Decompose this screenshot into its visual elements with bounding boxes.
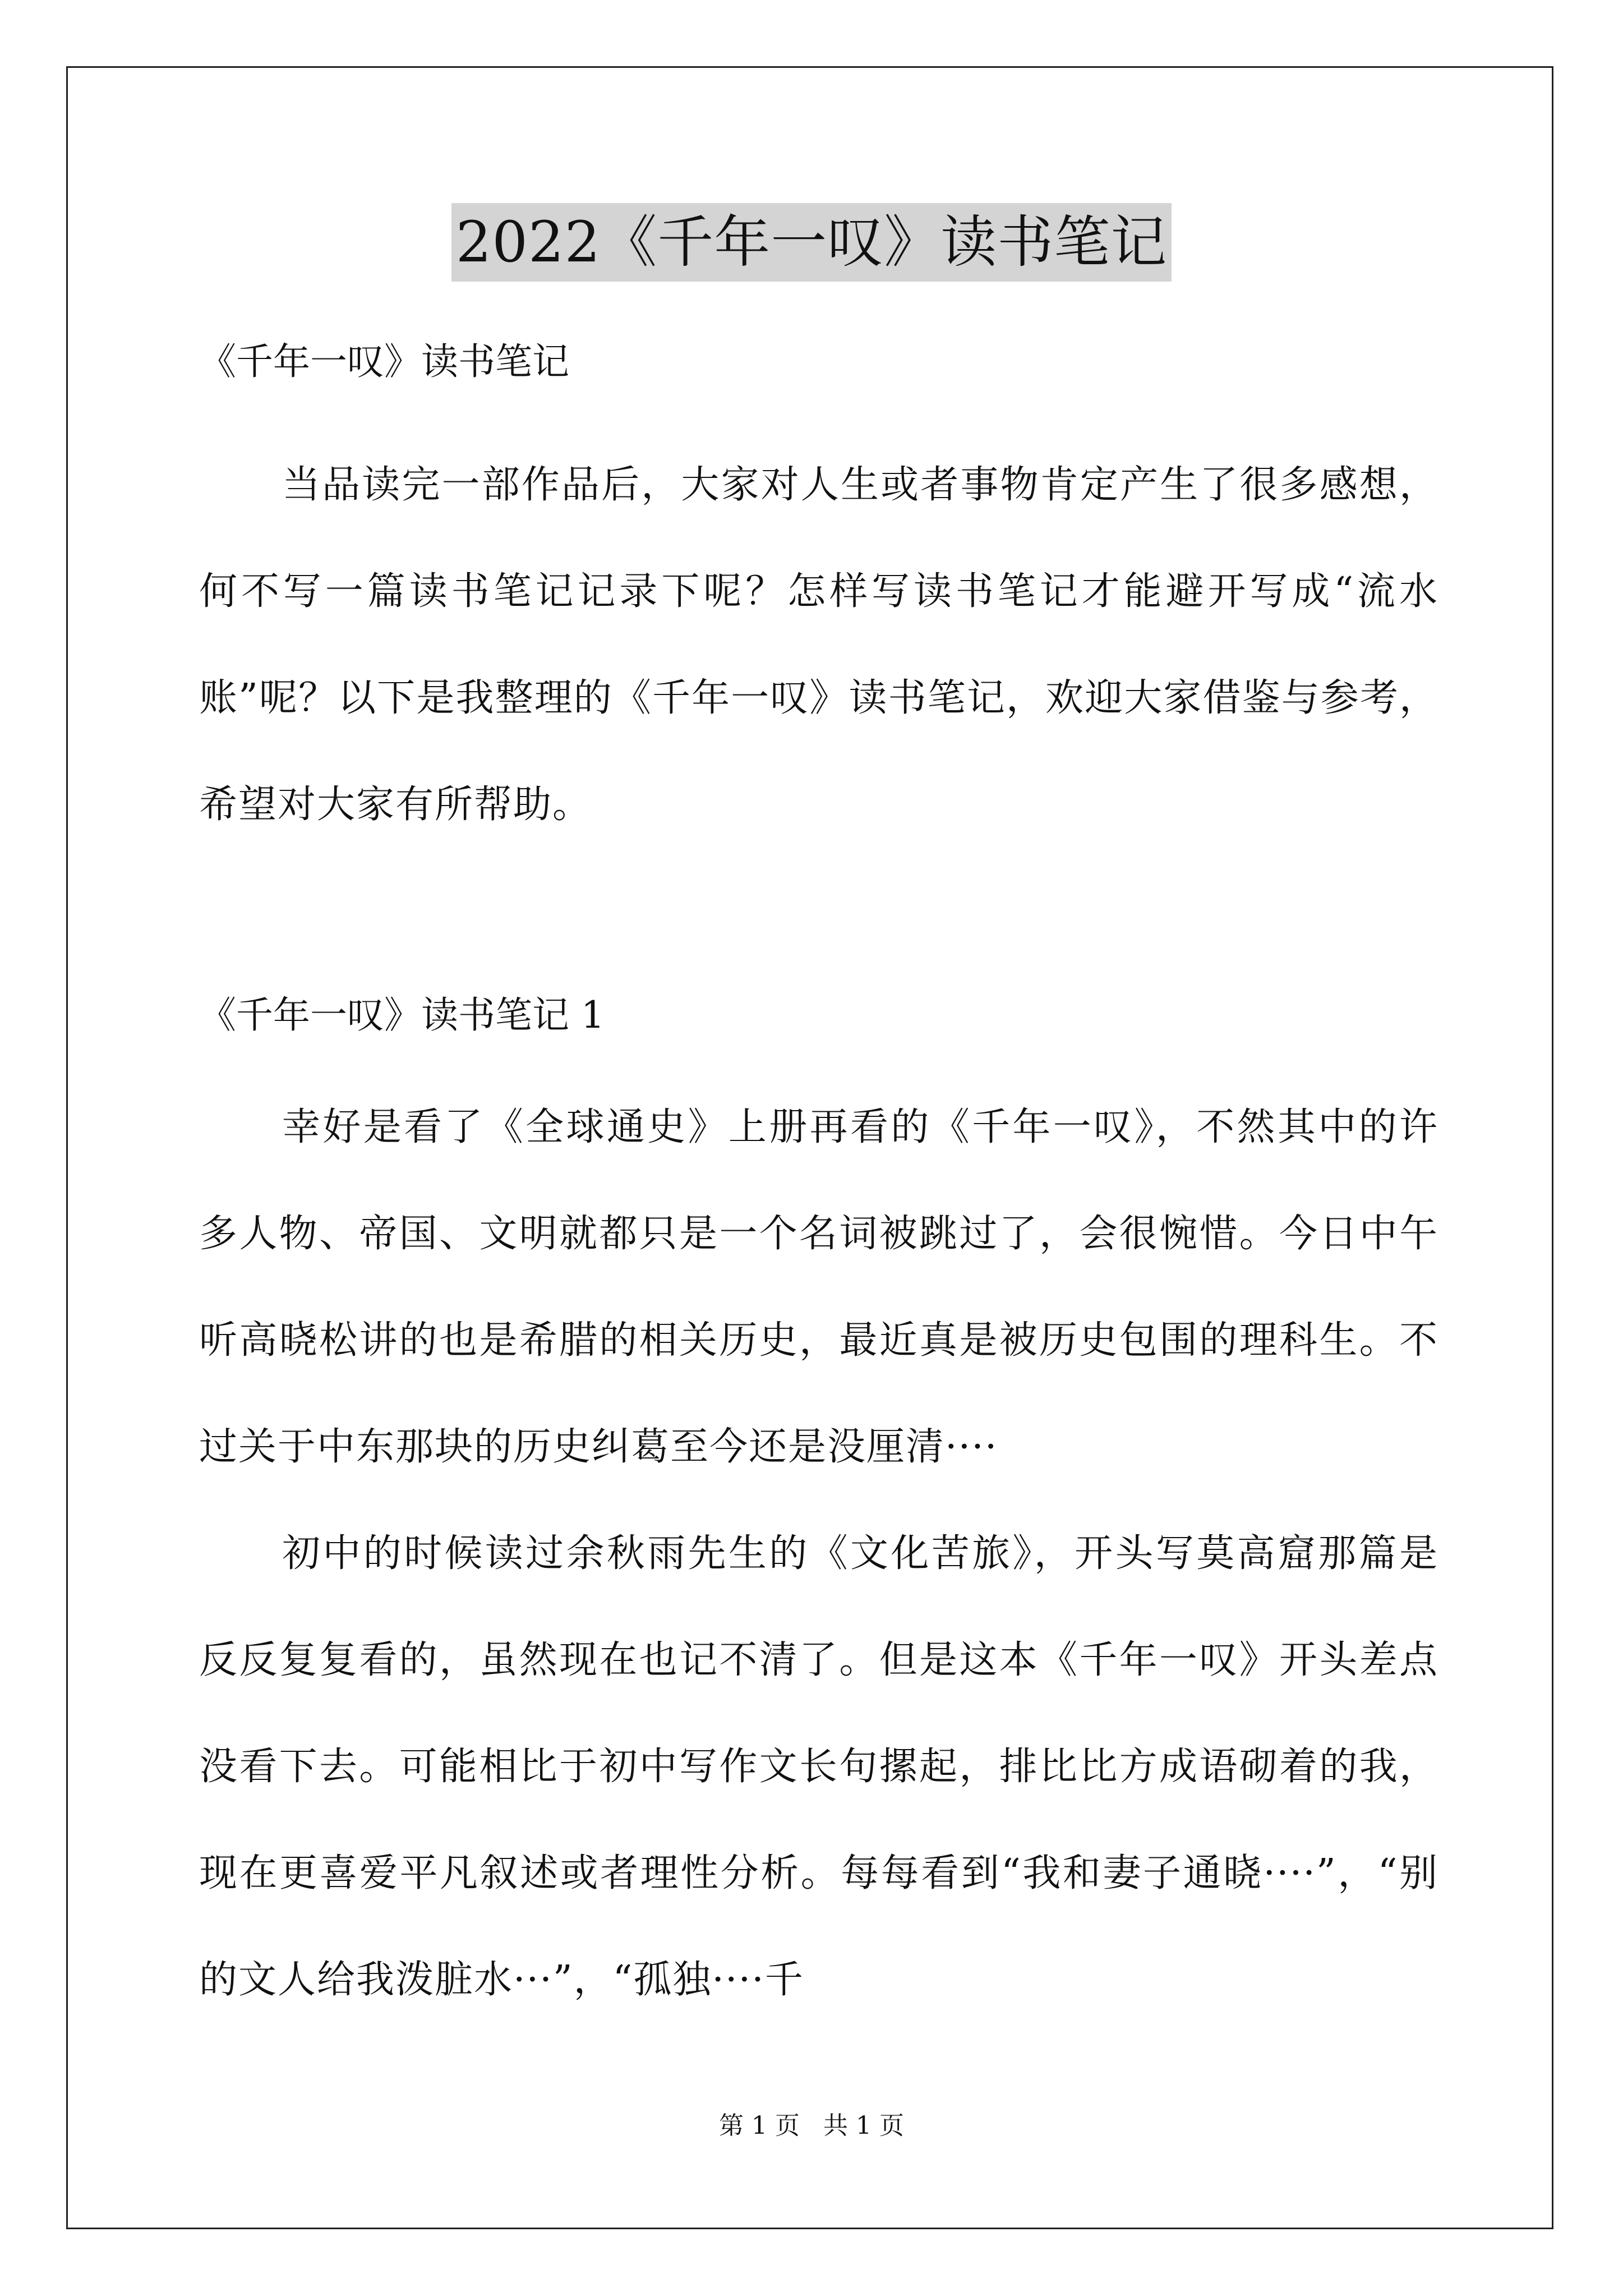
document-title: 2022《千年一叹》读书笔记 bbox=[451, 203, 1172, 282]
page-total: 共 1 页 bbox=[823, 2111, 904, 2140]
section-1-paragraph-2: 初中的时候读过余秋雨先生的《文化苦旅》，开头写莫高窟那篇是反反复复看的，虽然现在也记不清了。但是这本《千年一叹》开头差点没看下去。可能相比于初中写作文长句摞起，排比比方成语砌着的我，现在更喜爱平凡叙述或者理性分析。每每看到“我和妻子通晓····”，“别的文人给我泼脏水···”，“孤独····千 bbox=[199, 1531, 1438, 2002]
page-number: 第 1 页 bbox=[719, 2111, 800, 2140]
section-1-paragraph-1: 幸好是看了《全球通史》上册再看的《千年一叹》，不然其中的许多人物、帝国、文明就都只是一个名词被跳过了，会很惋惜。今日中午听高晓松讲的也是希腊的相关历史，最近真是被历史包围的理科生。不过关于中东那块的历史纠葛至今还是没厘清···· bbox=[199, 1105, 1438, 1469]
intro-paragraph: 当品读完一部作品后，大家对人生或者事物肯定产生了很多感想，何不写一篇读书笔记记录下呢？怎样写读书笔记才能避开写成“流水账”呢？以下是我整理的《千年一叹》读书笔记，欢迎大家借鉴与参考，希望对大家有所帮助。 bbox=[199, 463, 1438, 827]
main-subtitle: 《千年一叹》读书笔记 bbox=[199, 340, 569, 383]
section-1-heading: 《千年一叹》读书笔记 1 bbox=[199, 993, 605, 1037]
title-wrap bbox=[0, 203, 1623, 282]
page-footer bbox=[0, 2109, 1623, 2143]
